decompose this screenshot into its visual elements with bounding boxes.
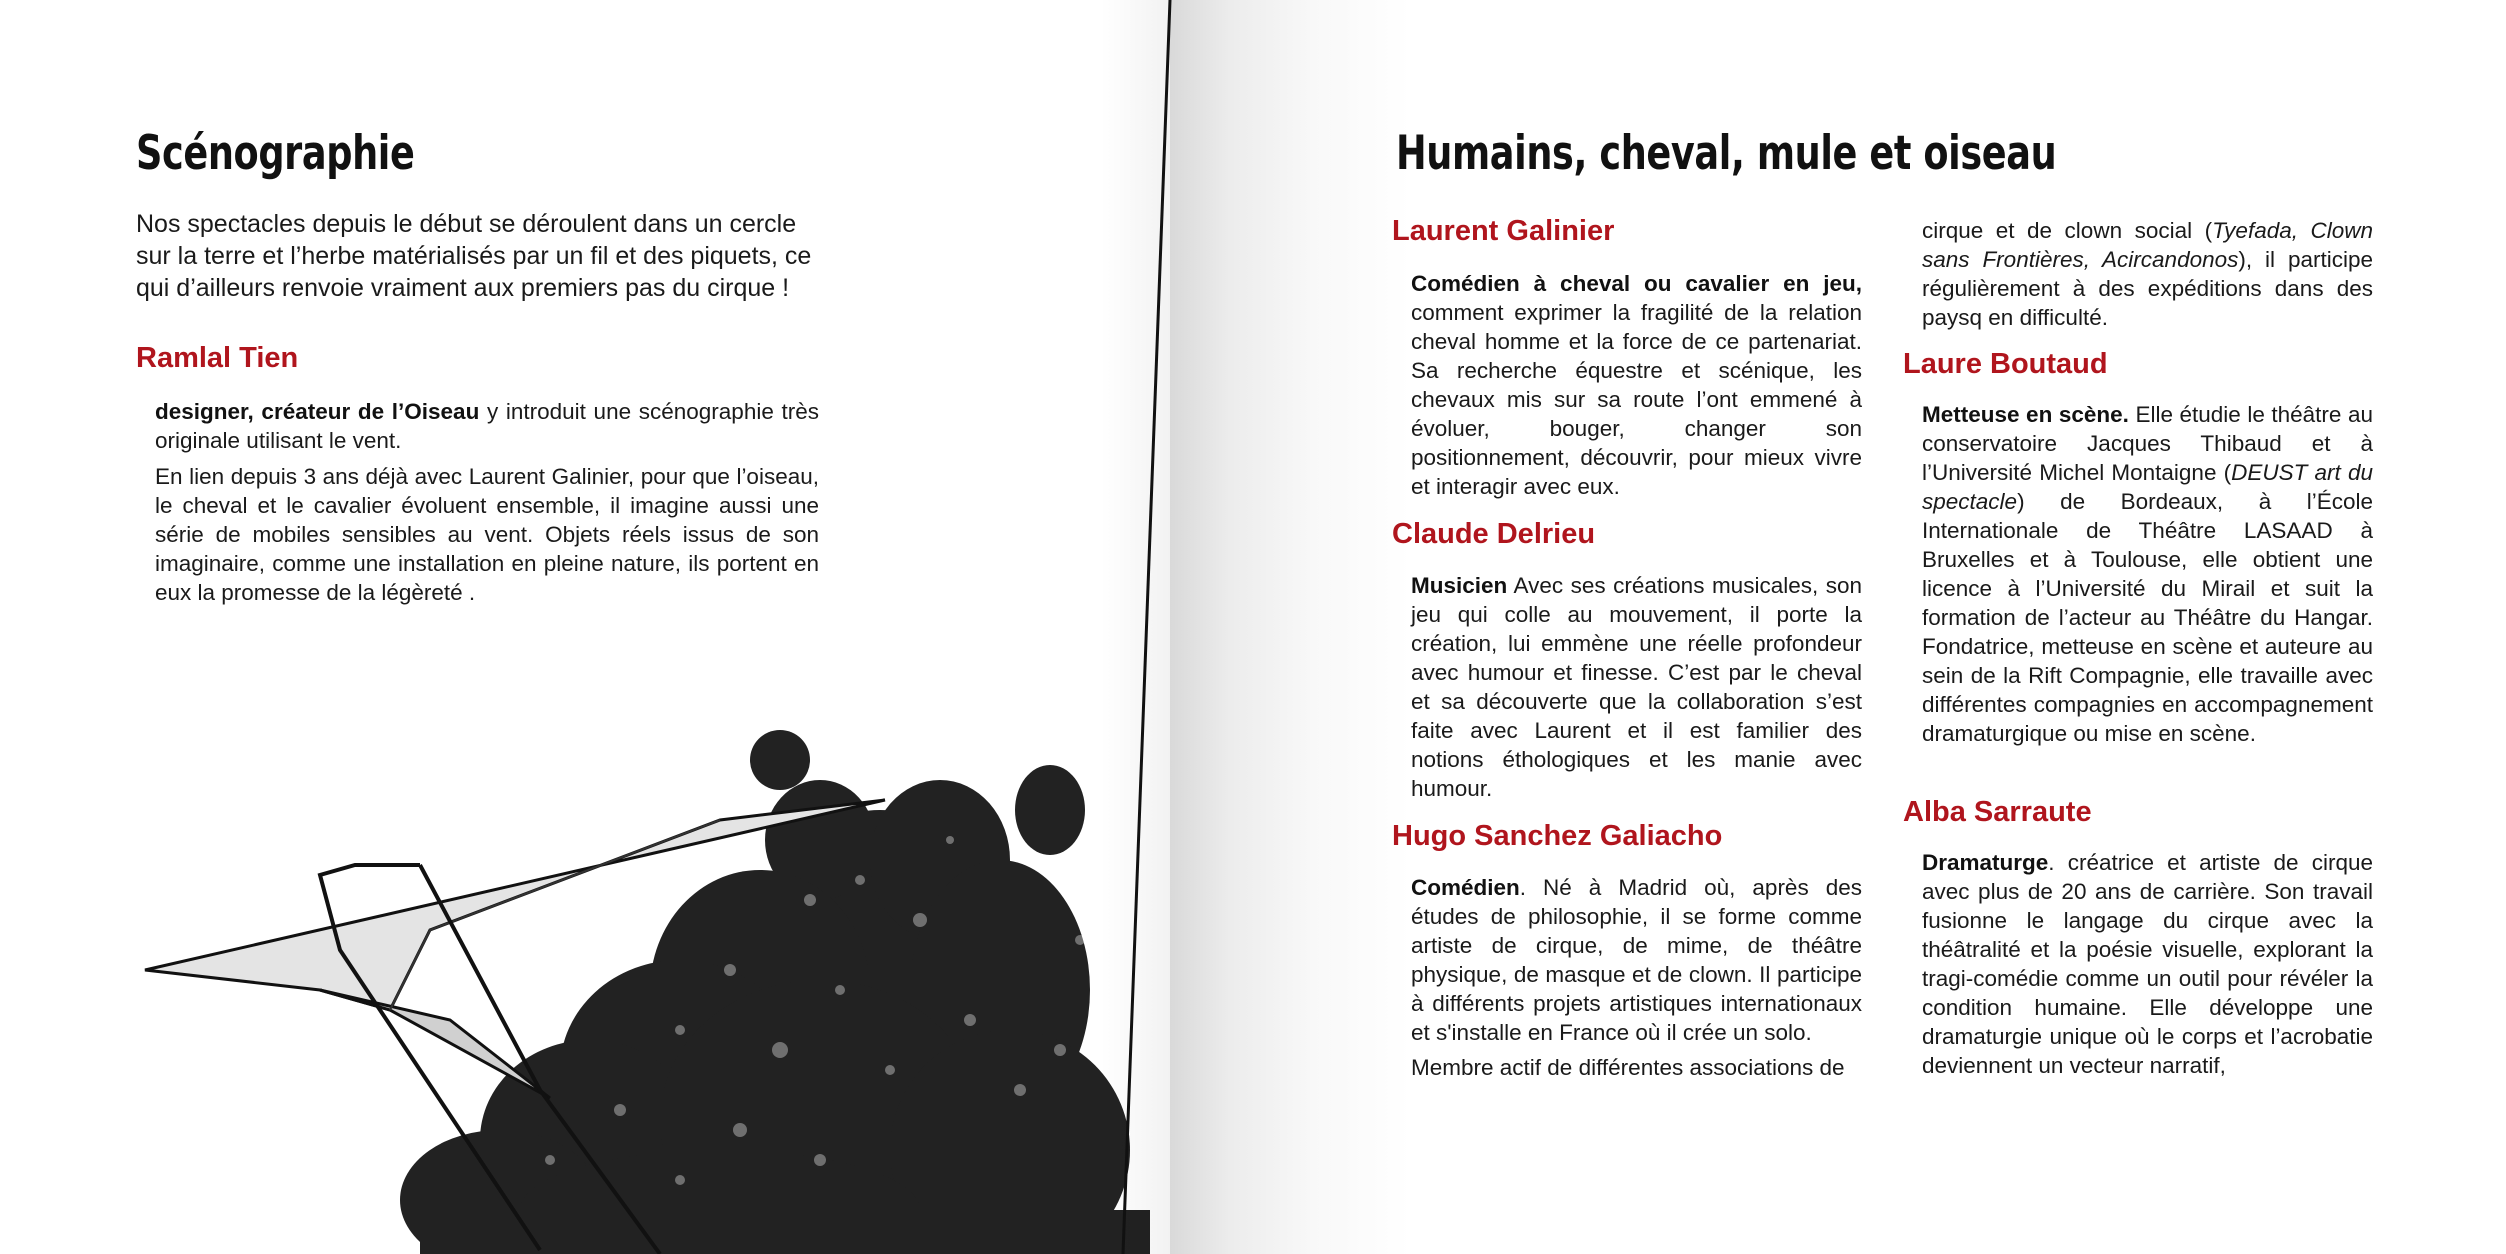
intro-paragraph: Nos spectacles depuis le début se déroulent dans un cercle sur la terre et l’herbe matérialisés par un fil et des piquets, ce qui d’ailleurs renvoie vraiment aux premiers pas du cirque ! (136, 210, 812, 302)
alba-sarraute-role: Dramaturge (1922, 850, 2049, 875)
ramlal-tien-text: y introduit une scénographie très originale utilisant le vent. (155, 399, 819, 453)
alba-sarraute-text: . créatrice et artiste de cirque avec plus de 20 ans de carrière. Son travail fusionne le langage du cirque avec la théâtralité et la poésie visuelle, explorant la tragi-comédie comme un outil pour révéler la condition humaine. Elle développe une dramaturgie unique où le corps et l’acrobatie deviennent un vecteur narratif, (1922, 850, 2373, 1078)
left-page (0, 0, 1170, 1254)
person-name-laure-boutaud: Laure Boutaud (1903, 348, 2108, 380)
laure-boutaud-bio: Metteuse en scène. Elle étudie le théâtre au conservatoire Jacques Thibaud et à l’Université Michel Montaigne (DEUST art du spectacle) de Bordeaux, à l’École Internationale de Théâtre LASAAD à Bruxelles et à Toulouse, elle obtient une licence à l’Université du Mirail et suit la formation de l’acteur au Théâtre du Hangar. Fondatrice, metteuse en scène et auteure au sein de la Rift Compagnie, elle travaille avec différentes compagnies en accompagnement dramaturgique ou mise en scène. (1922, 402, 2373, 746)
hugo-sanchez-galiacho-bio-continued: cirque et de clown social (Tyefada, Clown sans Frontières, Acircandonos), il participe régulièrement à des expéditions dans des paysq en difficulté. (1922, 218, 2374, 330)
ramlal-tien-role: designer, créateur de l’Oiseau (155, 399, 480, 424)
alba-sarraute-bio (1922, 848, 2373, 1080)
ramlal-tien-bio (155, 397, 819, 455)
claude-delrieu-role: Musicien (1411, 573, 1508, 598)
tree-canopy (400, 730, 1150, 1254)
right-page (1170, 0, 2506, 1254)
hugo-sanchez-galiacho-bio-2: Membre actif de différentes associations de (1411, 1055, 1845, 1080)
ramlal-tien-bio-2: En lien depuis 3 ans déjà avec Laurent Galinier, pour que l’oiseau, le cheval et le cavalier évoluent ensemble, il imagine aussi une série de mobiles sensibles au vent. Objets réels issus de son imaginaire, comme une installation en pleine nature, ils portent en eux la promesse de la légèreté . (155, 464, 819, 605)
claude-delrieu-bio (1411, 571, 1862, 803)
section-title-scenographie: Scénographie (136, 126, 415, 181)
person-name-claude-delrieu: Claude Delrieu (1392, 518, 1596, 550)
person-name-laurent-galinier: Laurent Galinier (1392, 215, 1615, 247)
laure-boutaud-role: Metteuse en scène. (1922, 402, 2129, 427)
hugo-sanchez-galiacho-role: Comédien (1411, 875, 1520, 900)
person-name-alba-sarraute: Alba Sarraute (1903, 796, 2092, 828)
laurent-galinier-role: Comédien à cheval ou cavalier en jeu, (1411, 271, 1862, 296)
hugo-sanchez-galiacho-text: . Né à Madrid où, après des études de philosophie, il se forme comme artiste de cirque, de mime, de théâtre physique, de masque et de clown. Il participe à différents projets artistiques internationaux et s'installe en France où il crée un solo. (1411, 875, 1862, 1045)
hugo-sanchez-galiacho-bio (1411, 873, 1862, 1047)
laurent-galinier-bio (1411, 269, 1862, 501)
person-name-ramlal-tien: Ramlal Tien (136, 342, 299, 374)
claude-delrieu-text: Avec ses créations musicales, son jeu qui colle au mouvement, il porte la création, lui emmène une réelle profondeur avec humour et finesse. C’est par le cheval et sa découverte que la collaboration s’est faite avec Laurent et il est familier des notions éthologiques et les manie avec humour. (1411, 573, 1862, 801)
tree-and-kite-photo (120, 690, 1150, 1254)
laurent-galinier-text: comment exprimer la fragilité de la relation cheval homme et la force de ce partenariat. Sa recherche équestre et scénique, les chevaux mis sur sa route l’ont emmené à évoluer, bouger, changer son positionnement, découvrir, pour mieux vivre et interagir avec eux. (1411, 300, 1862, 499)
gutter-shadow (1100, 0, 1170, 1254)
person-name-hugo-sanchez-galiacho: Hugo Sanchez Galiacho (1392, 820, 1723, 852)
section-title-humains: Humains, cheval, mule et oiseau (1396, 126, 2057, 181)
